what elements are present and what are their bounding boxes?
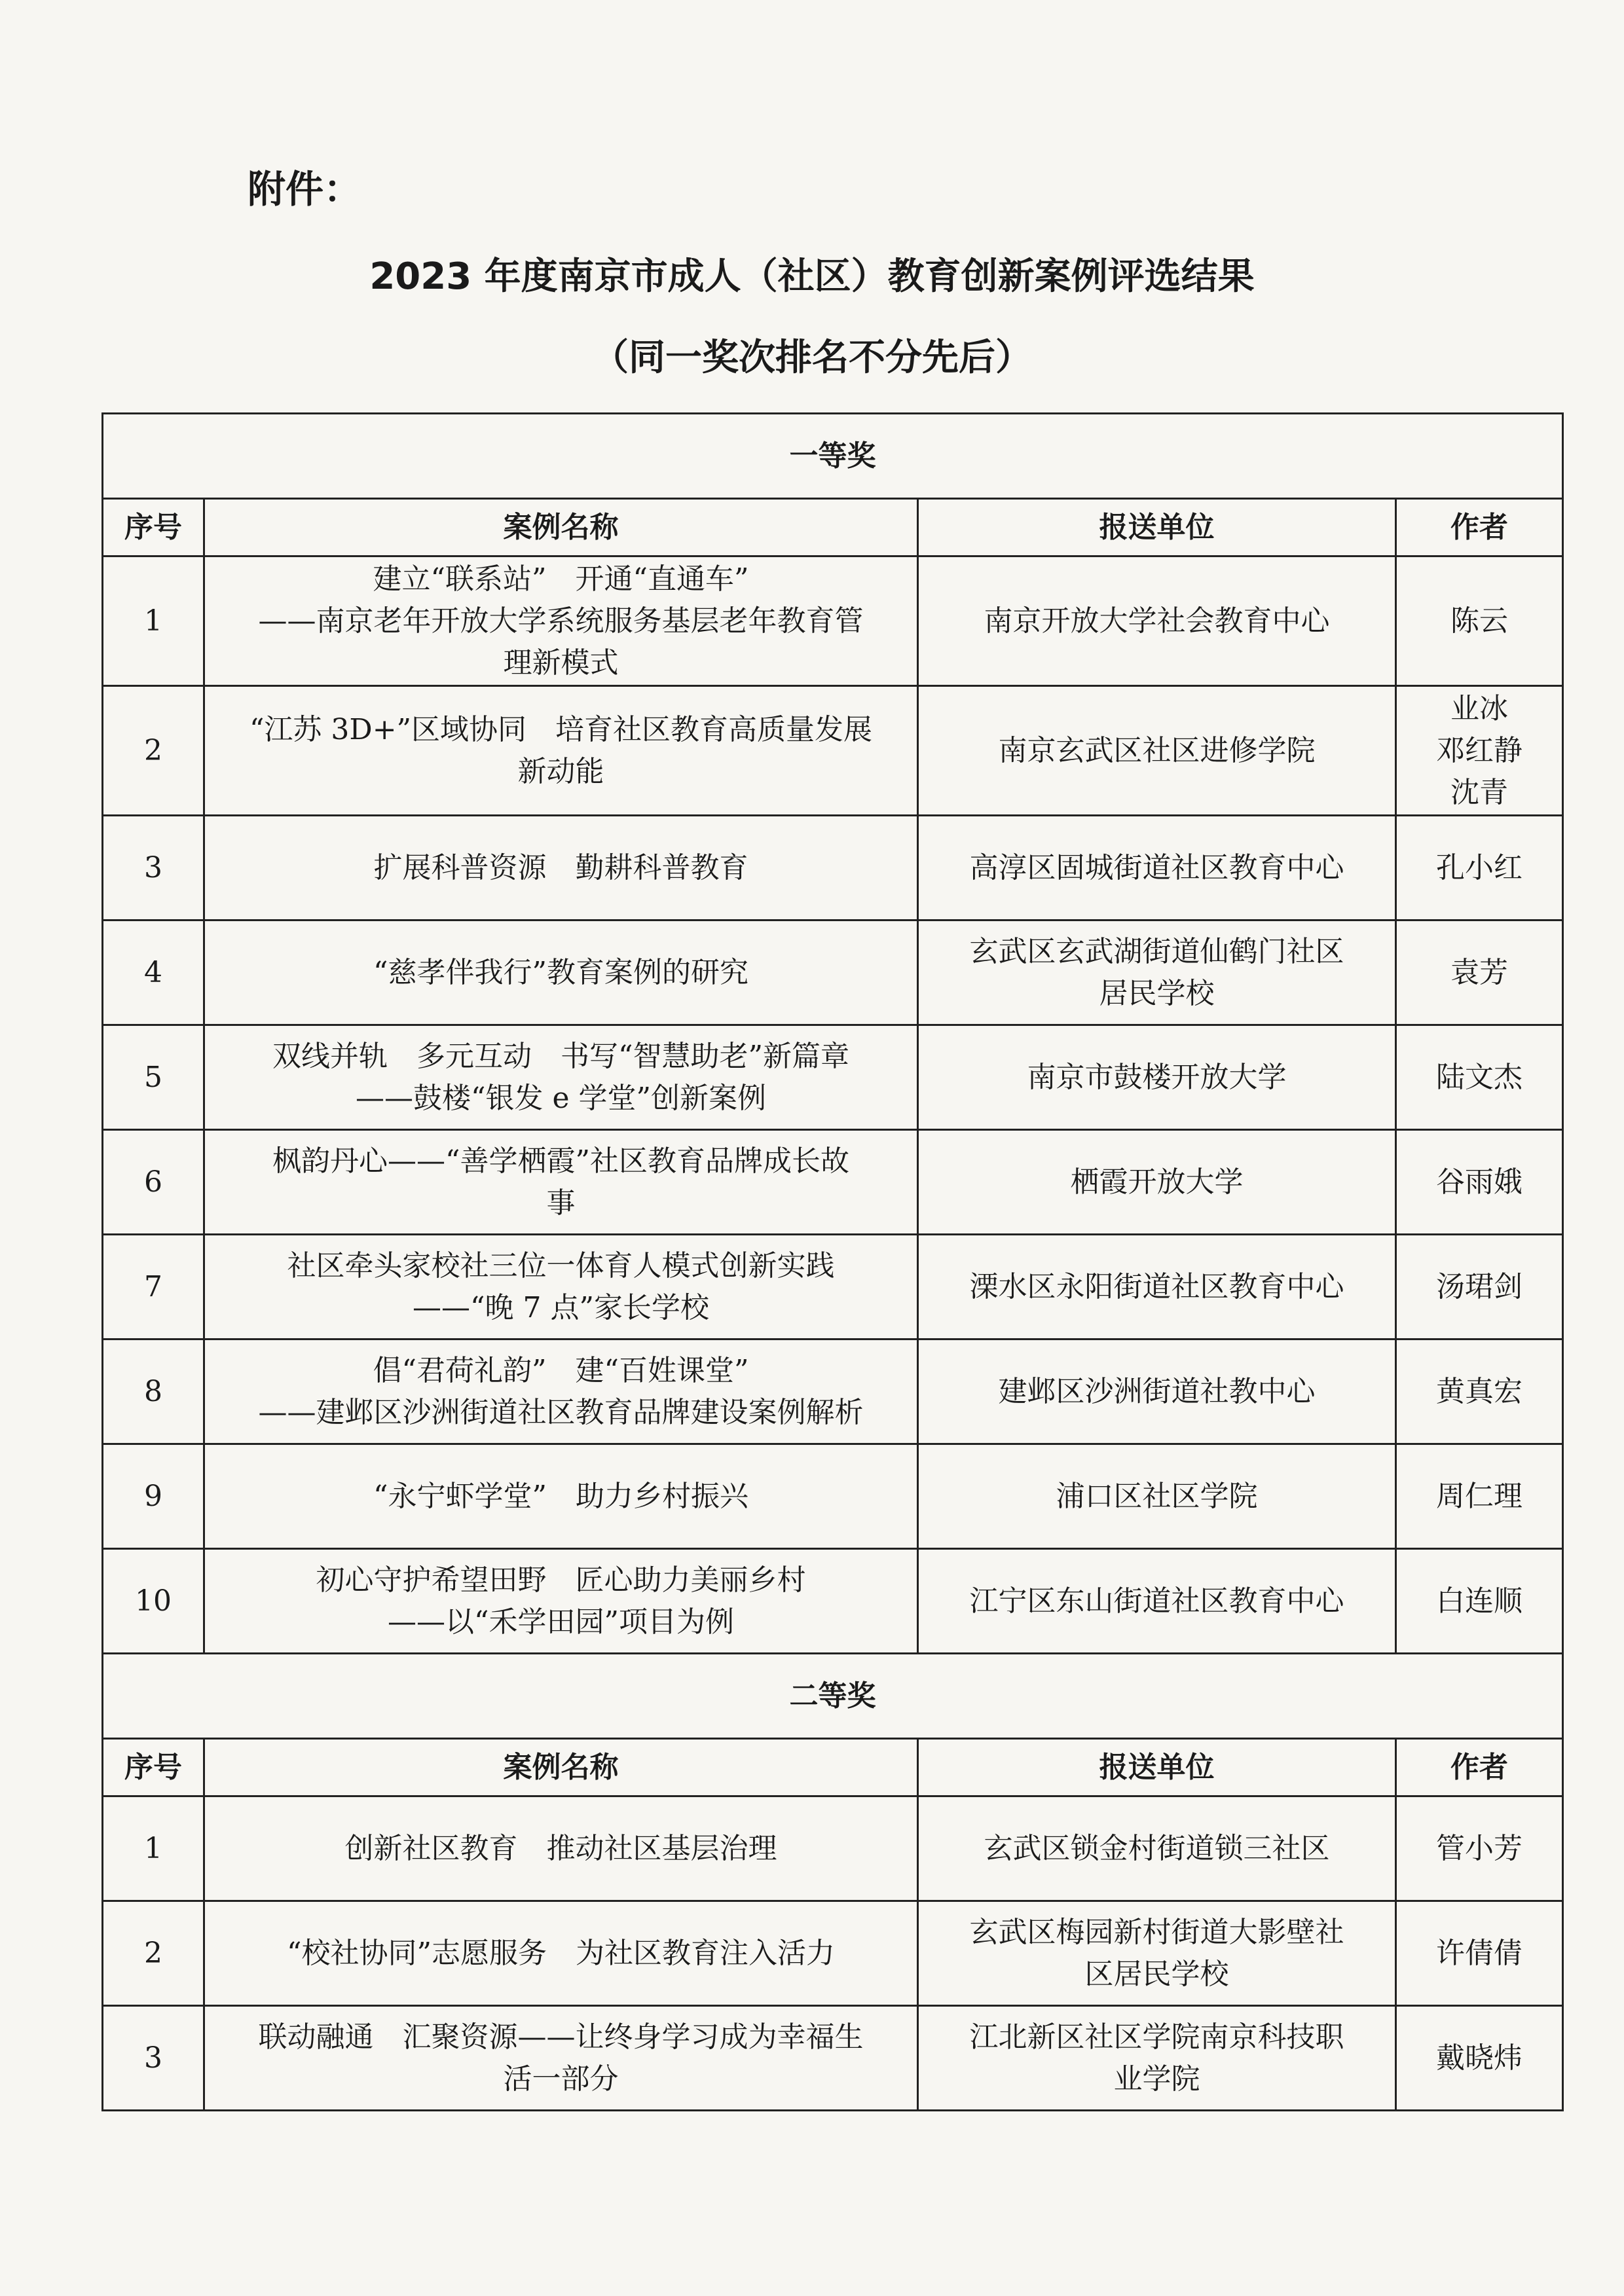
case-name-line: 枫韵丹心——“善学栖霞”社区教育品牌成长故 xyxy=(272,1144,849,1178)
case-name-cell xyxy=(204,1235,918,1339)
author-name-cell xyxy=(1396,2006,1563,2111)
table-row xyxy=(103,556,1563,686)
row-number: 3 xyxy=(103,2006,204,2111)
row-number: 3 xyxy=(103,816,204,920)
reporting-unit-cell xyxy=(918,1130,1396,1235)
reporting-unit-line: 玄武区锁金村街道锁三社区 xyxy=(984,1831,1330,1865)
row-number: 7 xyxy=(103,1235,204,1339)
author-name-line: 周仁理 xyxy=(1436,1479,1522,1513)
row-number: 4 xyxy=(103,920,204,1025)
case-name-cell xyxy=(204,816,918,920)
awards-table-body xyxy=(103,414,1563,2111)
reporting-unit-cell xyxy=(918,1796,1396,1901)
reporting-unit-line: 南京玄武区社区进修学院 xyxy=(998,733,1316,767)
table-row xyxy=(103,1549,1563,1654)
case-name-line: 事 xyxy=(546,1186,576,1220)
case-name-cell xyxy=(204,1796,918,1901)
author-name-cell xyxy=(1396,1130,1563,1235)
case-name-cell xyxy=(204,1901,918,2006)
row-number: 5 xyxy=(103,1025,204,1130)
row-number: 9 xyxy=(103,1444,204,1549)
case-name-cell xyxy=(204,1549,918,1654)
header-col-unit: 报送单位 xyxy=(918,499,1396,556)
reporting-unit-cell xyxy=(918,1901,1396,2006)
case-name-line: 初心守护希望田野 匠心助力美丽乡村 xyxy=(316,1563,806,1597)
reporting-unit-cell xyxy=(918,686,1396,816)
award-level: 一等奖 xyxy=(103,414,1563,499)
reporting-unit-cell xyxy=(918,1235,1396,1339)
case-name-line: 建立“联系站” 开通“直通车” xyxy=(373,562,749,596)
case-name-line: 新动能 xyxy=(517,754,604,788)
case-name-cell xyxy=(204,1444,918,1549)
author-name-line: 孔小红 xyxy=(1436,850,1522,884)
author-name-cell xyxy=(1396,1339,1563,1444)
author-name-cell xyxy=(1396,816,1563,920)
header-col-author: 作者 xyxy=(1396,1739,1563,1796)
case-name-line: ——“晚 7 点”家长学校 xyxy=(413,1290,709,1324)
row-number: 8 xyxy=(103,1339,204,1444)
reporting-unit-line: 玄武区玄武湖街道仙鹤门社区 xyxy=(969,934,1344,968)
award-level: 二等奖 xyxy=(103,1654,1563,1739)
case-name-cell xyxy=(204,1130,918,1235)
table-row xyxy=(103,1444,1563,1549)
row-number: 10 xyxy=(103,1549,204,1654)
author-name-line: 袁芳 xyxy=(1450,955,1508,989)
header-col-author: 作者 xyxy=(1396,499,1563,556)
author-name-line: 戴晓炜 xyxy=(1436,2041,1522,2075)
author-name-cell xyxy=(1396,1444,1563,1549)
row-number: 6 xyxy=(103,1130,204,1235)
case-name-cell xyxy=(204,2006,918,2111)
case-name-cell xyxy=(204,686,918,816)
case-name-line: “永宁虾学堂” 助力乡村振兴 xyxy=(373,1479,748,1513)
case-name-line: 理新模式 xyxy=(503,646,619,680)
reporting-unit-line: 高淳区固城街道社区教育中心 xyxy=(969,850,1344,884)
reporting-unit-line: 南京开放大学社会教育中心 xyxy=(984,604,1330,638)
case-name-line: 双线并轨 多元互动 书写“智慧助老”新篇章 xyxy=(272,1039,849,1073)
reporting-unit-line: 业学院 xyxy=(1113,2062,1200,2096)
reporting-unit-line: 栖霞开放大学 xyxy=(1070,1165,1244,1199)
reporting-unit-cell xyxy=(918,556,1396,686)
table-row xyxy=(103,816,1563,920)
author-name-line: 管小芳 xyxy=(1436,1831,1522,1865)
document-title: 2023 年度南京市成人（社区）教育创新案例评选结果 xyxy=(369,255,1255,298)
reporting-unit-line: 江宁区东山街道社区教育中心 xyxy=(969,1584,1344,1618)
case-name-line: ——鼓楼“银发 e 学堂”创新案例 xyxy=(356,1081,766,1115)
table-row xyxy=(103,1235,1563,1339)
table-row xyxy=(103,2006,1563,2111)
author-name-cell xyxy=(1396,556,1563,686)
case-name-line: 倡“君荷礼韵” 建“百姓课堂” xyxy=(373,1353,749,1387)
row-number: 1 xyxy=(103,1796,204,1901)
case-name-line: 联动融通 汇聚资源——让终身学习成为幸福生 xyxy=(258,2020,864,2054)
reporting-unit-cell xyxy=(918,1549,1396,1654)
case-name-cell xyxy=(204,1339,918,1444)
row-number: 1 xyxy=(103,556,204,686)
table-row xyxy=(103,686,1563,816)
case-name-line: ——以“禾学田园”项目为例 xyxy=(388,1605,734,1639)
reporting-unit-cell xyxy=(918,920,1396,1025)
case-name-line: ——建邺区沙洲街道社区教育品牌建设案例解析 xyxy=(258,1395,864,1429)
case-name-line: “江苏 3D+”区域协同 培育社区教育高质量发展 xyxy=(249,712,873,746)
author-name-line: 沈青 xyxy=(1450,775,1508,809)
author-name-line: 黄真宏 xyxy=(1436,1374,1522,1408)
reporting-unit-line: 南京市鼓楼开放大学 xyxy=(1027,1060,1287,1094)
table-row xyxy=(103,1901,1563,2006)
author-name-line: 陆文杰 xyxy=(1436,1060,1522,1094)
case-name-line: “校社协同”志愿服务 为社区教育注入活力 xyxy=(287,1936,835,1970)
attachment-label: 附件： xyxy=(248,167,362,211)
reporting-unit-cell xyxy=(918,2006,1396,2111)
award-level-row xyxy=(103,414,1563,499)
header-col-number: 序号 xyxy=(103,1739,204,1796)
author-name-line: 陈云 xyxy=(1450,604,1508,638)
header-col-case-name: 案例名称 xyxy=(204,499,918,556)
reporting-unit-line: 居民学校 xyxy=(1099,976,1215,1010)
author-name-line: 汤珺剑 xyxy=(1436,1269,1522,1303)
row-number: 2 xyxy=(103,1901,204,2006)
table-header-row xyxy=(103,1739,1563,1796)
author-name-line: 邓红静 xyxy=(1436,733,1522,767)
reporting-unit-line: 江北新区社区学院南京科技职 xyxy=(969,2020,1344,2054)
author-name-cell xyxy=(1396,1025,1563,1130)
table-row xyxy=(103,920,1563,1025)
case-name-line: 社区牵头家校社三位一体育人模式创新实践 xyxy=(287,1248,835,1283)
author-name-line: 白连顺 xyxy=(1436,1584,1522,1618)
table-row xyxy=(103,1339,1563,1444)
reporting-unit-line: 溧水区永阳街道社区教育中心 xyxy=(969,1269,1344,1303)
reporting-unit-cell xyxy=(918,816,1396,920)
header-col-case-name: 案例名称 xyxy=(204,1739,918,1796)
case-name-cell xyxy=(204,920,918,1025)
author-name-cell xyxy=(1396,686,1563,816)
table-header-row xyxy=(103,499,1563,556)
table-row xyxy=(103,1796,1563,1901)
case-name-line: “慈孝伴我行”教育案例的研究 xyxy=(373,955,748,989)
case-name-line: ——南京老年开放大学系统服务基层老年教育管 xyxy=(258,604,864,638)
row-number: 2 xyxy=(103,686,204,816)
awards-table xyxy=(101,412,1564,2111)
table-row xyxy=(103,1025,1563,1130)
case-name-line: 扩展科普资源 勤耕科普教育 xyxy=(373,850,748,884)
author-name-line: 业冰 xyxy=(1450,691,1508,725)
table-row xyxy=(103,1130,1563,1235)
author-name-line: 许倩倩 xyxy=(1436,1936,1522,1970)
reporting-unit-cell xyxy=(918,1025,1396,1130)
case-name-line: 活一部分 xyxy=(503,2062,619,2096)
author-name-cell xyxy=(1396,1235,1563,1339)
author-name-cell xyxy=(1396,1549,1563,1654)
reporting-unit-cell xyxy=(918,1444,1396,1549)
header-col-unit: 报送单位 xyxy=(918,1739,1396,1796)
document-subtitle: （同一奖次排名不分先后） xyxy=(592,337,1032,379)
author-name-cell xyxy=(1396,1796,1563,1901)
reporting-unit-line: 区居民学校 xyxy=(1084,1957,1229,1991)
reporting-unit-line: 玄武区梅园新村街道大影壁社 xyxy=(969,1915,1344,1949)
case-name-cell xyxy=(204,1025,918,1130)
case-name-cell xyxy=(204,556,918,686)
author-name-line: 谷雨娥 xyxy=(1436,1165,1522,1199)
header-col-number: 序号 xyxy=(103,499,204,556)
reporting-unit-cell xyxy=(918,1339,1396,1444)
author-name-cell xyxy=(1396,1901,1563,2006)
reporting-unit-line: 浦口区社区学院 xyxy=(1056,1479,1258,1513)
award-level-row xyxy=(103,1654,1563,1739)
case-name-line: 创新社区教育 推动社区基层治理 xyxy=(344,1831,777,1865)
reporting-unit-line: 建邺区沙洲街道社教中心 xyxy=(998,1374,1316,1408)
author-name-cell xyxy=(1396,920,1563,1025)
